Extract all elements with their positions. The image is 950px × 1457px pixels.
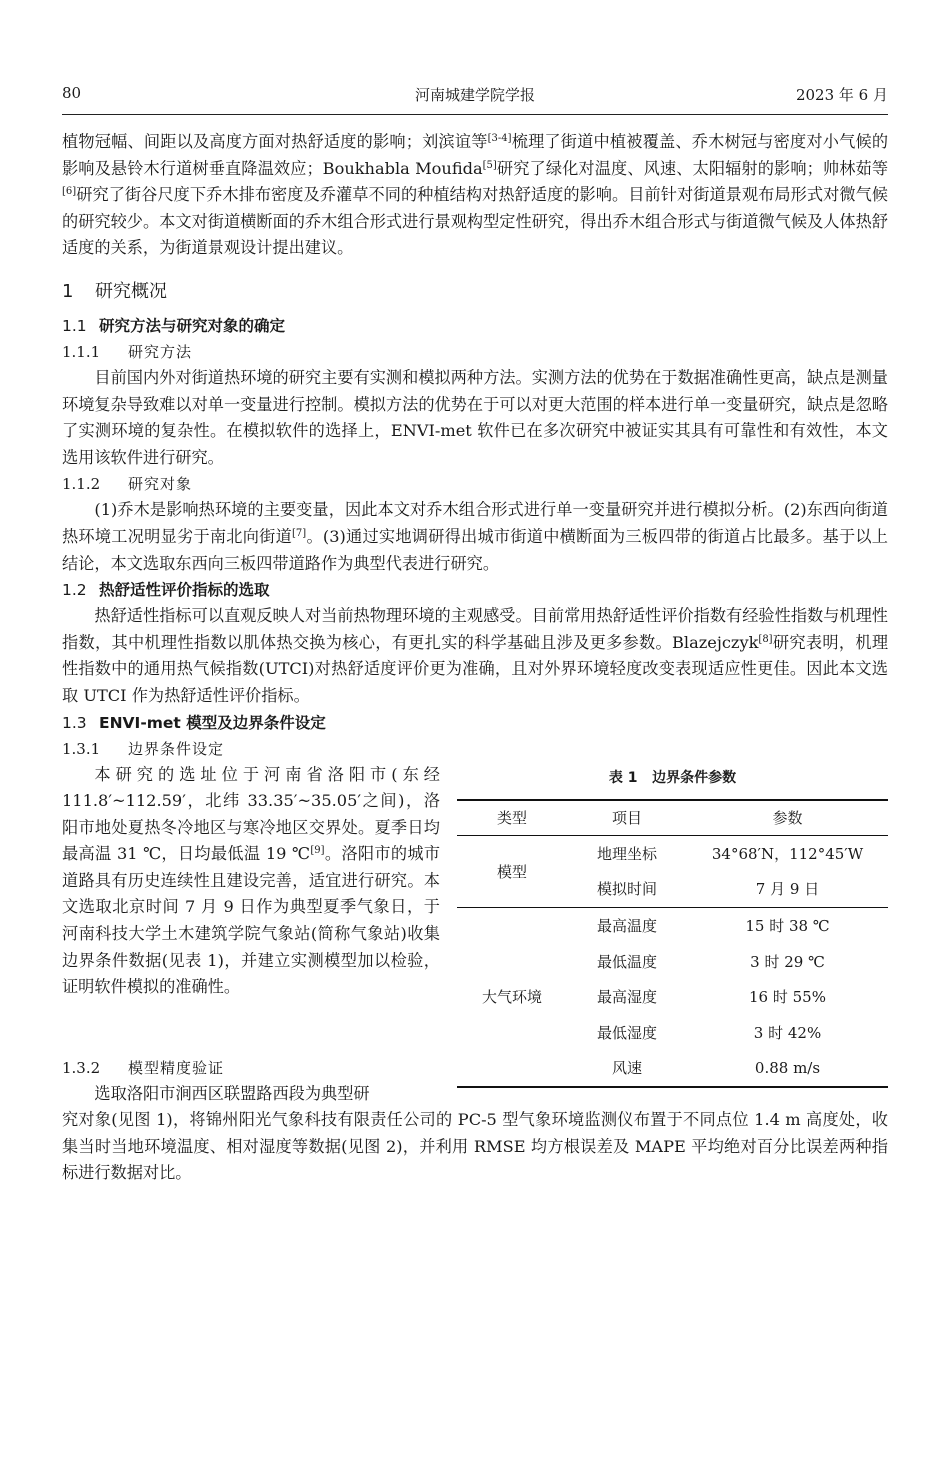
table-caption: 表 1 边界条件参数 (608, 769, 737, 786)
table-row (457, 907, 888, 943)
validation-paragraph-start: 选取洛阳市涧西区联盟路西段为典型研 (94, 1083, 370, 1103)
table-cell: 最高湿度 (596, 988, 657, 1007)
table-cell: 风速 (567, 1050, 687, 1087)
table-cell: 最低湿度 (596, 1023, 657, 1042)
journal-name: 河南城建学院学报 (414, 86, 535, 104)
table-header-cell: 类型 (457, 800, 567, 836)
methods-paragraph: 目前国内外对街道热环境的研究主要有实测和模拟两种方法。实测方法的优势在于数据准确性更高，缺点是测量环境复杂导致难以对单一变量进行控制。模拟方法的优势在于可以对更大范围的样本进行单一变量研究，缺点是忽略了实测环境的复杂性。在模拟软件的选择上，ENVI-met 软件已在多次研究中被证实其具有可靠性和有效性，本文选用该软件进行研究。 (62, 367, 888, 467)
index-paragraph: 热舒适性指标可以直观反映人对当前热物理环境的主观感受。目前常用热舒适性评价指数有经验性指数与机理性指数，其中机理性指数以肌体热交换为核心，有更扎实的科学基础且涉及更多参数。Blazejczyk[8]研究表明，机理性指数中的通用热气候指数(UTCI)对热舒适度评价更为准确，且对外界环境轻度改变表现适应性更佳。因此本文选取 UTCI 作为热舒适性评价指标。 (62, 606, 889, 705)
table-group-cell: 大气环境 (457, 907, 567, 1086)
section-heading-1-2: 1.2 热舒适性评价指标的选取 (62, 581, 270, 600)
citation[interactable]: [9] (310, 845, 325, 857)
article-body (62, 129, 888, 1187)
table-header-cell: 参数 (687, 800, 888, 836)
table-cell: 7 月 9 日 (687, 871, 888, 907)
objects-paragraph: (1)乔木是影响热环境的主要变量，因此本文对乔木组合形式进行单一变量研究并进行模拟分析。(2)东西向街道热环境工况明显劣于南北向街道[7]。(3)通过实地调研得出城市街道中横断面为三板四带的街道占比最多。基于以上结论，本文选取东西向三板四带道路作为典型代表进行研究。 (62, 500, 888, 573)
table-cell: 最低温度 (596, 952, 657, 971)
citation[interactable]: [7] (292, 527, 307, 539)
table-cell: 34°68′N，112°45′W (711, 844, 864, 863)
section-heading-1-1-1: 1.1.1 研究方法 (62, 342, 193, 361)
section-heading-1-1: 1.1 研究方法与研究对象的确定 (62, 316, 286, 335)
left-column (62, 762, 440, 1001)
citation[interactable]: [3-4] (487, 133, 512, 144)
citation[interactable]: [8] (758, 633, 773, 645)
intro-paragraph: 植物冠幅、间距以及高度方面对热舒适度的影响；刘滨谊等[3-4]梳理了街道中植被覆盖、乔木树冠与密度对小气候的影响及悬铃木行道树垂直降温效应；Boukhabla Moufida[5]研究了绿化对温度、风速、太阳辐射的影响；帅林茹等[6]研究了街谷尺度下乔木排布密度及乔灌草不同的种植结构对热舒适度的影响。目前针对街道景观布局形式对微气候的研究较少。本文对街道横断面的乔木组合形式进行景观构型定性研究，得出乔木组合形式与街道微气候及人体热舒适度的关系，为街道景观设计提出建议。 (62, 132, 889, 258)
section-heading-1-3: 1.3 ENVI-met 模型及边界条件设定 (62, 713, 326, 732)
citation[interactable]: [5] (482, 159, 497, 171)
table-cell: 16 时 55% (749, 988, 826, 1007)
table-cell: 最高温度 (596, 916, 657, 935)
table-1 (457, 762, 888, 1088)
section-heading-1-3-1: 1.3.1 边界条件设定 (62, 739, 225, 758)
citation[interactable]: [6] (62, 186, 77, 198)
page-number: 80 (62, 84, 82, 102)
table-cell: 模拟时间 (567, 871, 687, 907)
boundary-table (457, 799, 888, 1088)
running-header (62, 84, 888, 110)
issue-date: 2023 年 6 月 (795, 86, 888, 104)
table-header-cell: 项目 (567, 800, 687, 836)
boundary-paragraph: 本研究的选址位于河南省洛阳市(东经 111.8′~112.59′，北纬 33.35′~35.05′之间)，洛阳市地处夏热冬冷地区与寒冷地区交界处。夏季日均最高温 31 ℃，日均最低温 19 ℃[9]。洛阳市的城市道路具有历史连续性且建设完善，适宜进行研究。本文选取北京时间 7 月 9 日作为典型夏季气象日，于河南科技大学土木建筑学院气象站(简称气象站)收集边界条件数据(见表 1)，并建立实测模型加以检验，证明软件模拟的准确性。 (62, 764, 441, 997)
validation-paragraph: 究对象(见图 1)，将锦州阳光气象科技有限责任公司的 PC-5 型气象环境监测仪布置于不同点位 1.4 m 高度处，收集当时当地环境温度、相对湿度等数据(见图 2)，并利用 RMSE 均方根误差及 MAPE 平均绝对百分比误差两种指标进行数据对比。 (62, 1110, 888, 1183)
table-cell: 3 时 29 ℃ (750, 952, 825, 971)
table-cell: 3 时 42% (753, 1023, 822, 1042)
table-cell: 地理坐标 (596, 844, 657, 863)
section-heading-1-1-2: 1.1.2 研究对象 (62, 475, 193, 494)
table-row (457, 835, 888, 871)
table-header-row (457, 800, 888, 836)
section-heading-1: 1 研究概况 (62, 280, 167, 302)
header-rule (62, 114, 888, 115)
table-group-cell: 模型 (457, 835, 567, 907)
table-cell: 15 时 38 ℃ (745, 916, 830, 935)
table-cell: 0.88 m/s (687, 1050, 888, 1087)
section-heading-1-3-2: 1.3.2 模型精度验证 (62, 1058, 225, 1077)
